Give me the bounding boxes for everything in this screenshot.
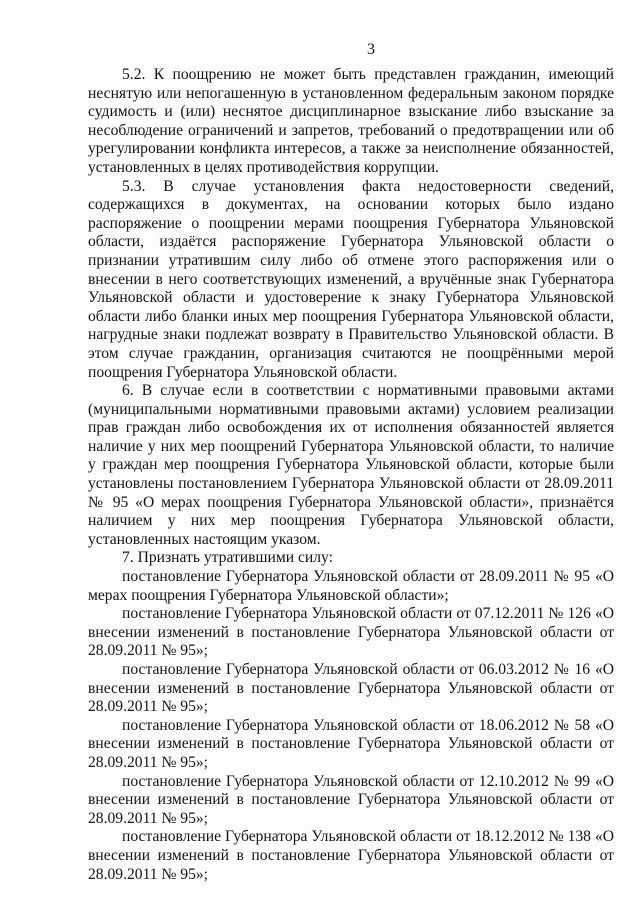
paragraph-7: 7. Признать утратившими силу:	[122, 549, 333, 567]
list-item: постановление Губернатора Ульяновской области от 28.09.2011 № 95 «О мерах поощрения Губернатора Ульяновской области»;	[88, 568, 614, 604]
list-item: постановление Губернатора Ульяновской области от 12.10.2012 № 99 «О внесении изменений в постановление Губернатора Ульяновской области от 28.09.2011 № 95»;	[88, 772, 614, 827]
list-item: постановление Губернатора Ульяновской области от 18.12.2012 № 138 «О внесении изменений в постановление Губернатора Ульяновской области от 28.09.2011 № 95»;	[88, 828, 614, 883]
list-item: постановление Губернатора Ульяновской области от 18.06.2012 № 58 «О внесении изменений в постановление Губернатора Ульяновской области от 28.09.2011 № 95»;	[88, 716, 614, 771]
repeal-list	[88, 568, 614, 884]
paragraph-6: 6. В случае если в соответствии с нормативными правовыми актами (муниципальными нормативными правовыми актами) условием реализации прав граждан либо освобождения их от исполнения обязанностей является наличие у них мер поощрений Губернатора Ульяновской области, то наличие у граждан мер поощрения Губернатора Ульяновской области, которые были установлены постановлением Губернатора Ульяновской области от 28.09.2011 № 95 «О мерах поощрения Губернатора Ульяновской области», признаётся наличием у них мер поощрения Губернатора Ульяновской области, установленных настоящим указом.	[88, 382, 614, 548]
paragraph-5-2: 5.2. К поощрению не может быть представлен гражданин, имеющий неснятую или непогашенную в установленном федеральным законом порядке судимость и (или) неснятое дисциплинарное взыскание либо взыскание за несоблюдение ограничений и запретов, требований о предотвращении или об урегулировании конфликта интересов, а также за неисполнение обязанностей, установленных в целях противодействия коррупции.	[88, 66, 614, 176]
list-item: постановление Губернатора Ульяновской области от 07.12.2011 № 126 «О внесении изменений в постановление Губернатора Ульяновской области от 28.09.2011 № 95»;	[88, 605, 614, 660]
page-number: 3	[367, 41, 375, 58]
list-item: постановление Губернатора Ульяновской области от 06.03.2012 № 16 «О внесении изменений в постановление Губернатора Ульяновской области от 28.09.2011 № 95»;	[88, 661, 614, 716]
paragraph-5-3: 5.3. В случае установления факта недостоверности сведений, содержащихся в документах, на основании которых было издано распоряжение о поощрении мерами поощрения Губернатора Ульяновской области, издаётся распоряжение Губернатора Ульяновской области о признании утратившим силу либо об отмене этого распоряжения или о внесении в него соответствующих изменений, а вручённые знак Губернатора Ульяновской области и удостоверение к знаку Губернатора Ульяновской области либо бланки иных мер поощрения Губернатора Ульяновской области, нагрудные знаки подлежат возврату в Правительство Ульяновской области. В этом случае гражданин, организация считаются не поощрёнными мерой поощрения Губернатора Ульяновской области.	[88, 177, 614, 381]
